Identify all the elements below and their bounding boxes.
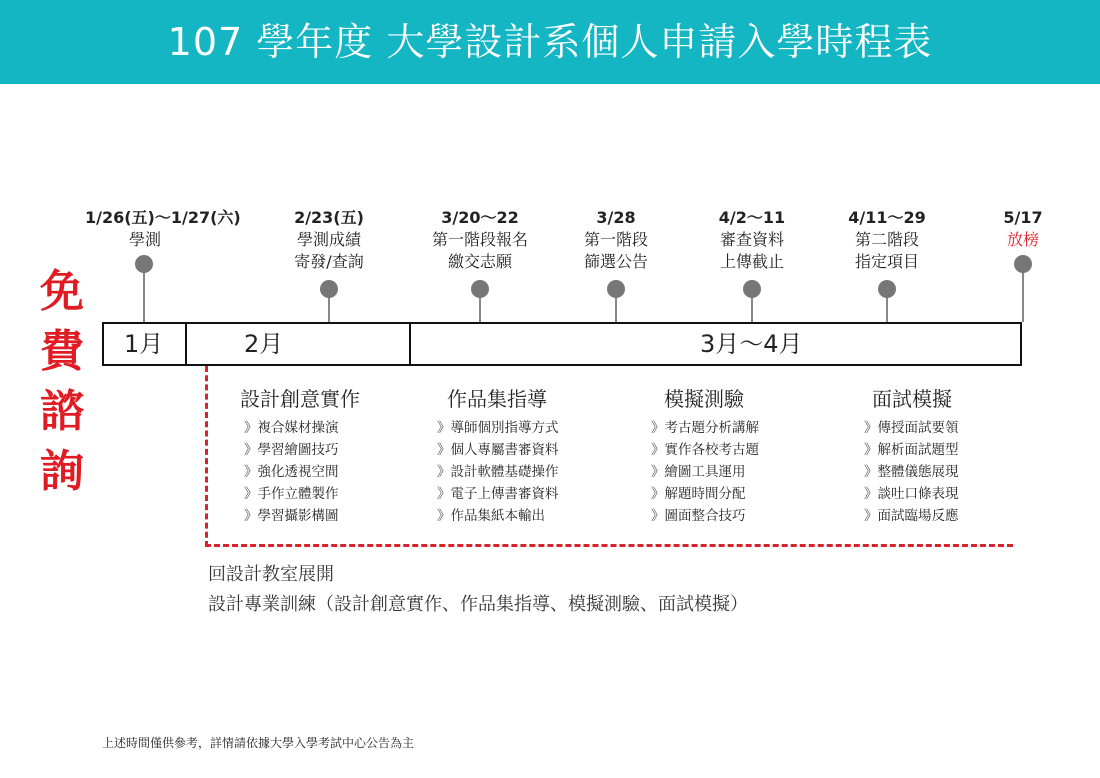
milestone-screening	[546, 207, 686, 273]
free-consultation-label	[36, 262, 88, 502]
timeline-segment-mar-apr: 3月～4月	[700, 330, 803, 358]
side-label-char: 詢	[40, 446, 84, 497]
column-title: 作品集指導	[447, 387, 547, 411]
milestone-exam	[85, 207, 241, 251]
column-title: 模擬測驗	[664, 387, 744, 411]
list-item: 》整體儀態展現	[864, 464, 959, 480]
list-item: 》導師個別指導方式	[437, 420, 559, 436]
list-item: 》圖面整合技巧	[651, 508, 746, 524]
timeline-bar	[102, 322, 1022, 366]
list-item: 》考古題分析講解	[651, 420, 759, 436]
timeline-segment-feb: 2月	[244, 330, 284, 358]
training-note-detail: 設計專業訓練（設計創意實作、作品集指導、模擬測驗、面試模擬）	[208, 594, 748, 615]
milestone-text: 學測	[128, 230, 161, 249]
milestone-text: 指定項目	[854, 252, 919, 271]
milestone-date: 2/23(五)	[294, 208, 364, 227]
list-item: 》解題時間分配	[651, 486, 746, 502]
milestone-dot	[471, 280, 489, 298]
timeline-divider	[409, 324, 411, 364]
milestone-upload	[682, 207, 822, 273]
footer-disclaimer: 上述時間僅供參考，詳情請依據大學入學考試中心公告為主	[102, 736, 415, 750]
list-item: 》個人專屬書審資料	[437, 442, 559, 458]
milestone-text: 寄發/查詢	[294, 252, 364, 271]
list-item: 》電子上傳書審資料	[437, 486, 559, 502]
side-label-char: 諮	[40, 386, 84, 437]
side-label-char: 費	[40, 326, 84, 377]
milestone-second-stage	[817, 207, 957, 273]
milestone-dot	[607, 280, 625, 298]
milestone-registration	[410, 207, 550, 273]
milestone-dot	[878, 280, 896, 298]
list-item: 》實作各校考古題	[651, 442, 759, 458]
milestone-text: 第一階段	[583, 230, 648, 249]
list-item: 》學習繪圖技巧	[244, 442, 339, 458]
milestone-scores	[259, 207, 399, 273]
column-title: 面試模擬	[872, 387, 952, 411]
list-item: 》作品集紙本輸出	[437, 508, 545, 524]
side-label-char: 免	[40, 266, 84, 317]
list-item: 》手作立體製作	[244, 486, 339, 502]
milestone-dot	[1014, 255, 1032, 273]
milestone-date: 4/11～29	[848, 208, 926, 227]
page-title: 107 學年度 大學設計系個人申請入學時程表	[167, 20, 933, 64]
milestone-text: 第一階段報名	[431, 230, 528, 249]
milestone-text: 審查資料	[719, 230, 784, 249]
milestone-date: 3/28	[596, 208, 636, 227]
milestone-date: 4/2～11	[718, 208, 786, 227]
milestone-text: 學測成績	[296, 230, 361, 249]
list-item: 》面試臨場反應	[864, 508, 959, 524]
milestone-text: 第二階段	[854, 230, 919, 249]
list-item: 》設計軟體基礎操作	[437, 464, 559, 480]
milestone-date: 5/17	[1003, 208, 1043, 227]
list-item: 》談吐口條表現	[864, 486, 959, 502]
column-title: 設計創意實作	[240, 387, 360, 411]
list-item: 》強化透視空間	[244, 464, 339, 480]
timeline-segment-jan: 1月	[124, 330, 164, 358]
milestone-text: 篩選公告	[583, 252, 648, 271]
milestone-text: 繳交志願	[447, 252, 512, 271]
milestone-dot	[320, 280, 338, 298]
list-item: 》傳授面試要領	[864, 420, 959, 436]
training-note: 回設計教室展開	[208, 564, 334, 585]
list-item: 》解析面試題型	[864, 442, 959, 458]
milestone-text: 放榜	[1006, 230, 1039, 249]
timeline-divider	[185, 324, 187, 364]
milestone-date: 3/20～22	[441, 208, 519, 227]
milestone-dot	[743, 280, 761, 298]
milestone-results	[973, 207, 1073, 251]
milestone-dot	[135, 255, 153, 273]
list-item: 》繪圖工具運用	[651, 464, 746, 480]
milestone-text: 上傳截止	[719, 252, 784, 271]
milestone-date: 1/26(五)～1/27(六)	[85, 208, 241, 227]
list-item: 》複合媒材操演	[244, 420, 339, 436]
list-item: 》學習攝影構圖	[244, 508, 339, 524]
